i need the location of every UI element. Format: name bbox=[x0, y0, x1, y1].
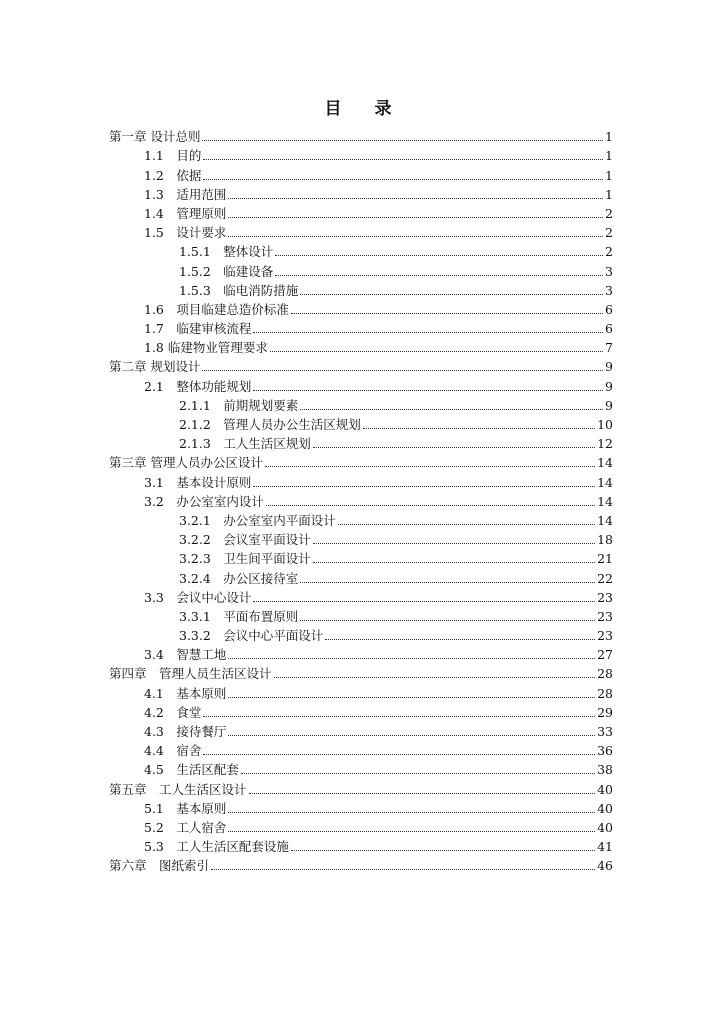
toc-entry[interactable] bbox=[109, 777, 613, 796]
toc-entry[interactable] bbox=[109, 240, 613, 259]
toc-entry-page-number: 6 bbox=[605, 321, 613, 337]
toc-entry-page-number: 10 bbox=[597, 417, 613, 432]
toc-entry[interactable] bbox=[109, 547, 613, 566]
dot-leader bbox=[253, 332, 603, 333]
toc-entry[interactable] bbox=[109, 279, 613, 298]
toc-entry-page-number: 3 bbox=[605, 282, 613, 298]
toc-entry-page-number: 40 bbox=[597, 800, 613, 816]
toc-entry-page-number: 1 bbox=[605, 129, 613, 145]
dot-leader bbox=[325, 639, 595, 640]
toc-entry[interactable] bbox=[109, 662, 613, 681]
toc-entry[interactable] bbox=[109, 528, 613, 547]
toc-entry-text: 5.1 基本原则 bbox=[144, 800, 227, 816]
toc-entry-text: 3.2.1 办公室室内平面设计 bbox=[179, 512, 336, 528]
toc-entry-text: 1.2 依据 bbox=[144, 167, 202, 183]
toc-entry[interactable] bbox=[109, 432, 613, 451]
dot-leader bbox=[275, 255, 603, 256]
dot-leader bbox=[228, 697, 595, 698]
toc-entry-text: 第六章 图纸索引 bbox=[109, 858, 210, 874]
toc-entry-page-number: 23 bbox=[597, 628, 613, 644]
toc-entry[interactable] bbox=[109, 854, 613, 873]
toc-entry-text: 5.2 工人宿舍 bbox=[144, 819, 227, 835]
toc-entry[interactable] bbox=[109, 681, 613, 700]
dot-leader bbox=[228, 812, 595, 813]
dot-leader bbox=[241, 773, 595, 774]
toc-entry[interactable] bbox=[109, 394, 613, 413]
dot-leader bbox=[265, 466, 595, 467]
toc-entry-page-number: 38 bbox=[597, 762, 613, 778]
toc-entry[interactable] bbox=[109, 605, 613, 624]
toc-entry-page-number: 14 bbox=[597, 512, 613, 528]
toc-entry-page-number: 40 bbox=[597, 819, 613, 835]
toc-entry-text: 4.2 食堂 bbox=[144, 704, 202, 720]
dot-leader bbox=[202, 140, 603, 141]
toc-entry-page-number: 7 bbox=[605, 340, 613, 356]
dot-leader bbox=[203, 159, 603, 160]
toc-entry-text: 3.4 智慧工地 bbox=[144, 647, 227, 663]
toc-entry-page-number: 1 bbox=[605, 186, 613, 202]
toc-entry[interactable] bbox=[109, 624, 613, 643]
toc-entry-text: 第一章 设计总则 bbox=[109, 129, 201, 145]
toc-entry[interactable] bbox=[109, 144, 613, 163]
toc-entry-page-number: 2 bbox=[605, 244, 613, 260]
toc-entry-page-number: 23 bbox=[597, 608, 613, 624]
toc-entry-text: 4.5 生活区配套 bbox=[144, 762, 239, 778]
toc-entry-page-number: 22 bbox=[597, 570, 613, 586]
dot-leader bbox=[275, 275, 603, 276]
dot-leader bbox=[313, 447, 595, 448]
toc-entry-text: 1.5.1 整体设计 bbox=[179, 244, 274, 260]
toc-entry-text: 3.2.2 会议室平面设计 bbox=[179, 532, 311, 548]
toc-entry-page-number: 2 bbox=[605, 225, 613, 241]
toc-entry[interactable] bbox=[109, 509, 613, 528]
dot-leader bbox=[253, 601, 595, 602]
toc-entry-text: 3.3.2 会议中心平面设计 bbox=[179, 628, 324, 644]
toc-entry[interactable] bbox=[109, 643, 613, 662]
toc-entry-text: 3.1 基本设计原则 bbox=[144, 474, 252, 490]
toc-entry[interactable] bbox=[109, 259, 613, 278]
dot-leader bbox=[338, 524, 595, 525]
toc-entry[interactable] bbox=[109, 317, 613, 336]
dot-leader bbox=[228, 735, 595, 736]
dot-leader bbox=[300, 294, 603, 295]
toc-entry[interactable] bbox=[109, 701, 613, 720]
toc-title: 目 录 bbox=[324, 99, 400, 119]
toc-entry-text: 2.1.1 前期规划要素 bbox=[179, 397, 299, 413]
dot-leader bbox=[203, 754, 595, 755]
toc-entry[interactable] bbox=[109, 451, 613, 470]
dot-leader bbox=[228, 831, 595, 832]
toc-entry-text: 1.5 设计要求 bbox=[144, 225, 227, 241]
toc-entry[interactable] bbox=[109, 758, 613, 777]
toc-entry[interactable] bbox=[109, 163, 613, 182]
dot-leader bbox=[270, 351, 603, 352]
toc-entry-page-number: 9 bbox=[605, 359, 613, 375]
toc-entry[interactable] bbox=[109, 797, 613, 816]
toc-entry-text: 4.1 基本原则 bbox=[144, 685, 227, 701]
toc-entry-page-number: 33 bbox=[597, 724, 613, 739]
toc-entry-page-number: 14 bbox=[597, 474, 613, 490]
dot-leader bbox=[266, 505, 595, 506]
dot-leader bbox=[363, 428, 595, 429]
toc-entry-text: 2.1.2 管理人员办公生活区规划 bbox=[179, 417, 361, 432]
toc-entry-text: 4.3 接待餐厅 bbox=[144, 724, 227, 739]
toc-entry-page-number: 1 bbox=[605, 148, 613, 164]
toc-entry-text: 1.5.2 临建设备 bbox=[179, 263, 274, 279]
toc-entry[interactable] bbox=[109, 298, 613, 317]
dot-leader bbox=[228, 658, 595, 659]
dot-leader bbox=[203, 179, 603, 180]
toc-entry-text: 2.1.3 工人生活区规划 bbox=[179, 436, 311, 452]
toc-entry-text: 第二章 规划设计 bbox=[109, 359, 201, 375]
toc-entry-text: 1.6 项目临建总造价标准 bbox=[144, 301, 289, 317]
toc-entry[interactable] bbox=[109, 336, 613, 355]
toc-entry[interactable] bbox=[109, 566, 613, 585]
dot-leader bbox=[228, 217, 603, 218]
toc-entry-text: 第三章 管理人员办公区设计 bbox=[109, 455, 263, 471]
toc-entry-text: 1.5.3 临电消防措施 bbox=[179, 282, 299, 298]
toc-entry-page-number: 27 bbox=[597, 647, 613, 663]
toc-entry-text: 第五章 工人生活区设计 bbox=[109, 781, 247, 797]
toc-entry-text: 1.1 目的 bbox=[144, 148, 202, 164]
toc-entry[interactable] bbox=[109, 739, 613, 758]
toc-entry[interactable] bbox=[109, 470, 613, 489]
toc-entry[interactable] bbox=[109, 720, 613, 739]
toc-entry-text: 3.3.1 平面布置原则 bbox=[179, 608, 299, 624]
toc-entry-page-number: 6 bbox=[605, 301, 613, 317]
dot-leader bbox=[274, 677, 596, 678]
dot-leader bbox=[228, 198, 603, 199]
dot-leader bbox=[211, 869, 595, 870]
toc-entry-page-number: 14 bbox=[597, 455, 613, 471]
toc-entry-page-number: 29 bbox=[597, 704, 613, 720]
toc-entry-text: 5.3 工人生活区配套设施 bbox=[144, 839, 289, 855]
toc-entry-page-number: 28 bbox=[597, 666, 613, 682]
toc-entry-page-number: 41 bbox=[597, 839, 613, 855]
toc-entry[interactable] bbox=[109, 125, 613, 144]
toc-entry-page-number: 12 bbox=[597, 436, 613, 452]
toc-entry-page-number: 23 bbox=[597, 589, 613, 605]
toc-entry-page-number: 9 bbox=[605, 378, 613, 394]
toc-entry[interactable] bbox=[109, 374, 613, 393]
toc-entry-text: 3.2 办公室室内设计 bbox=[144, 493, 264, 509]
dot-leader bbox=[291, 313, 603, 314]
dot-leader bbox=[253, 486, 595, 487]
toc-list bbox=[109, 125, 613, 873]
dot-leader bbox=[313, 543, 595, 544]
dot-leader bbox=[300, 620, 595, 621]
dot-leader bbox=[249, 793, 596, 794]
toc-entry[interactable] bbox=[109, 816, 613, 835]
toc-entry[interactable] bbox=[109, 490, 613, 509]
toc-entry-page-number: 40 bbox=[597, 781, 613, 797]
toc-entry[interactable] bbox=[109, 586, 613, 605]
toc-entry-text: 1.8 临建物业管理要求 bbox=[144, 340, 268, 356]
toc-entry-page-number: 46 bbox=[597, 858, 613, 874]
toc-entry-text: 2.1 整体功能规划 bbox=[144, 378, 252, 394]
dot-leader bbox=[253, 390, 603, 391]
dot-leader bbox=[203, 716, 595, 717]
toc-entry-text: 4.4 宿舍 bbox=[144, 743, 202, 759]
toc-entry-page-number: 18 bbox=[597, 532, 613, 548]
toc-entry[interactable] bbox=[109, 202, 613, 221]
toc-entry-page-number: 3 bbox=[605, 263, 613, 279]
toc-entry[interactable] bbox=[109, 413, 613, 432]
dot-leader bbox=[291, 850, 595, 851]
toc-entry-page-number: 2 bbox=[605, 205, 613, 221]
toc-entry-text: 1.7 临建审核流程 bbox=[144, 321, 252, 337]
dot-leader bbox=[300, 409, 603, 410]
dot-leader bbox=[228, 236, 603, 237]
toc-entry-text: 1.4 管理原则 bbox=[144, 205, 227, 221]
toc-entry-page-number: 28 bbox=[597, 685, 613, 701]
toc-entry-page-number: 36 bbox=[597, 743, 613, 759]
toc-entry-text: 第四章 管理人员生活区设计 bbox=[109, 666, 272, 682]
toc-entry-text: 3.3 会议中心设计 bbox=[144, 589, 252, 605]
toc-entry-page-number: 9 bbox=[605, 397, 613, 413]
toc-entry-text: 1.3 适用范围 bbox=[144, 186, 227, 202]
dot-leader bbox=[202, 370, 603, 371]
dot-leader bbox=[300, 582, 595, 583]
toc-entry-page-number: 21 bbox=[597, 551, 613, 567]
toc-entry-page-number: 1 bbox=[605, 167, 613, 183]
toc-entry-text: 3.2.4 办公区接待室 bbox=[179, 570, 299, 586]
toc-entry[interactable] bbox=[109, 355, 613, 374]
dot-leader bbox=[313, 562, 595, 563]
toc-entry-text: 3.2.3 卫生间平面设计 bbox=[179, 551, 311, 567]
toc-entry[interactable] bbox=[109, 835, 613, 854]
toc-entry-page-number: 14 bbox=[597, 493, 613, 509]
toc-entry[interactable] bbox=[109, 221, 613, 240]
toc-entry[interactable] bbox=[109, 183, 613, 202]
